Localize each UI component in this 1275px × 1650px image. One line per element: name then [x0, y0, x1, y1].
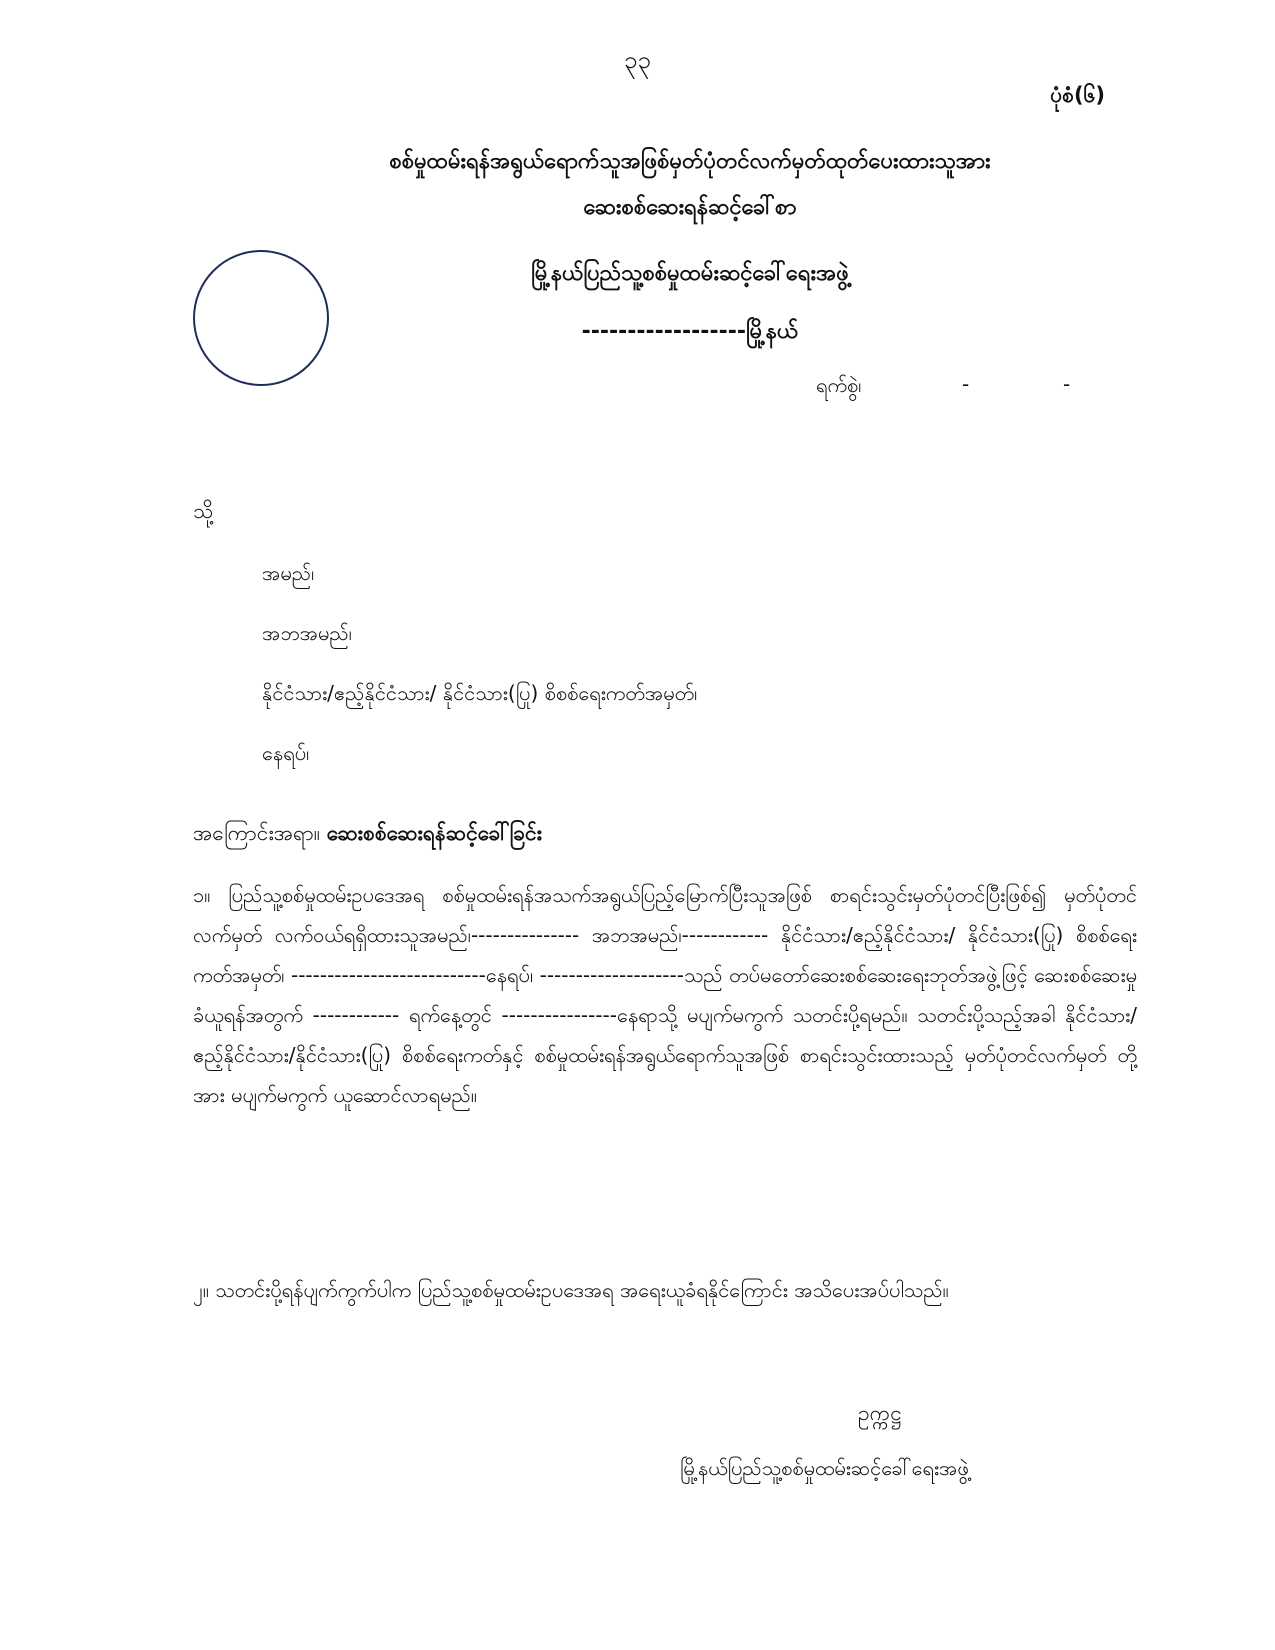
document-title-line-2: ဆေးစစ်ဆေးရန်ဆင့်ခေါ်စာ: [583, 195, 797, 220]
signature-organization: မြို့နယ်ပြည်သူ့စစ်မှုထမ်းဆင့်ခေါ်ရေးအဖွဲ့: [680, 1456, 969, 1480]
paragraph-2: ၂။ သတင်းပို့ရန်ပျက်ကွက်ပါက ပြည်သူ့စစ်မှုထမ်းဥပဒေအရ အရေးယူခံရနိုင်ကြောင်း အသိပေးအပ်ပါသည်။: [193, 1278, 949, 1302]
recipient-id-card-field: နိုင်ငံသား/ဧည့်နိုင်ငံသား/ နိုင်ငံသား(ပြု) စိစစ်ရေးကတ်အမှတ်၊: [262, 681, 698, 705]
reference-date-label: ရက်စွဲ၊: [816, 373, 862, 397]
township-line: ------------------မြို့နယ်: [581, 319, 799, 344]
signature-role: ဥက္ကဋ္ဌ: [858, 1401, 902, 1425]
subject-prefix: အကြောင်းအရာ။: [193, 821, 321, 845]
document-title-line-1: စစ်မှုထမ်းရန်အရွယ်ရောက်သူအဖြစ်မှတ်ပုံတင်လက်မှတ်ထုတ်ပေးထားသူအား: [389, 149, 991, 174]
page-number: ၃၃: [624, 46, 651, 74]
date-separator: -: [962, 372, 970, 396]
recipient-address-field: နေရပ်၊: [262, 741, 310, 765]
date-separator: -: [1063, 372, 1071, 396]
recipient-name-field: အမည်၊: [262, 561, 315, 585]
paragraph-1: ၁။ ပြည်သူ့စစ်မှုထမ်းဥပဒေအရ စစ်မှုထမ်းရန်အသက်အရွယ်ပြည့်မြောက်ပြီးသူအဖြစ် စာရင်းသွင်းမှတ်ပုံတင်ပြီးဖြစ်၍ မှတ်ပုံတင်လက်မှတ် လက်ဝယ်ရရှိထားသူအမည်၊--------------- အဘအမည်၊------------ နိုင်ငံသား/ဧည့်နိုင်ငံသား/ နိုင်ငံသား(ပြု) စိစစ်ရေးကတ်အမှတ်၊ ---------------------------နေရပ်၊ --------------------သည် တပ်မတော်ဆေးစစ်ဆေးရေးဘုတ်အဖွဲ့ဖြင့် ဆေးစစ်ဆေးမှု ခံယူရန်အတွက် ------------ ရက်နေ့တွင် ----------------နေရာသို့ မပျက်မကွက် သတင်းပို့ရမည်။ သတင်းပို့သည့်အခါ နိုင်ငံသား/ဧည့်နိုင်ငံသား/နိုင်ငံသား(ပြု) စိစစ်ရေးကတ်နှင့် စစ်မှုထမ်းရန်အရွယ်ရောက်သူအဖြစ် စာရင်းသွင်းထားသည့် မှတ်ပုံတင်လက်မှတ် တို့အား မပျက်မကွက် ယူဆောင်လာရမည်။: [193, 883, 1137, 1107]
form-number: ပုံစံ(၆): [1050, 83, 1105, 107]
recipient-father-name-field: အဘအမည်၊: [262, 621, 352, 645]
subject-line: [193, 820, 542, 851]
recipient-to-label: သို့: [193, 499, 214, 523]
issuing-department: မြို့နယ်ပြည်သူ့စစ်မှုထမ်းဆင့်ခေါ်ရေးအဖွဲ့: [531, 261, 849, 286]
subject-text: ဆေးစစ်ဆေးရန်ဆင့်ခေါ်ခြင်း: [326, 821, 542, 845]
